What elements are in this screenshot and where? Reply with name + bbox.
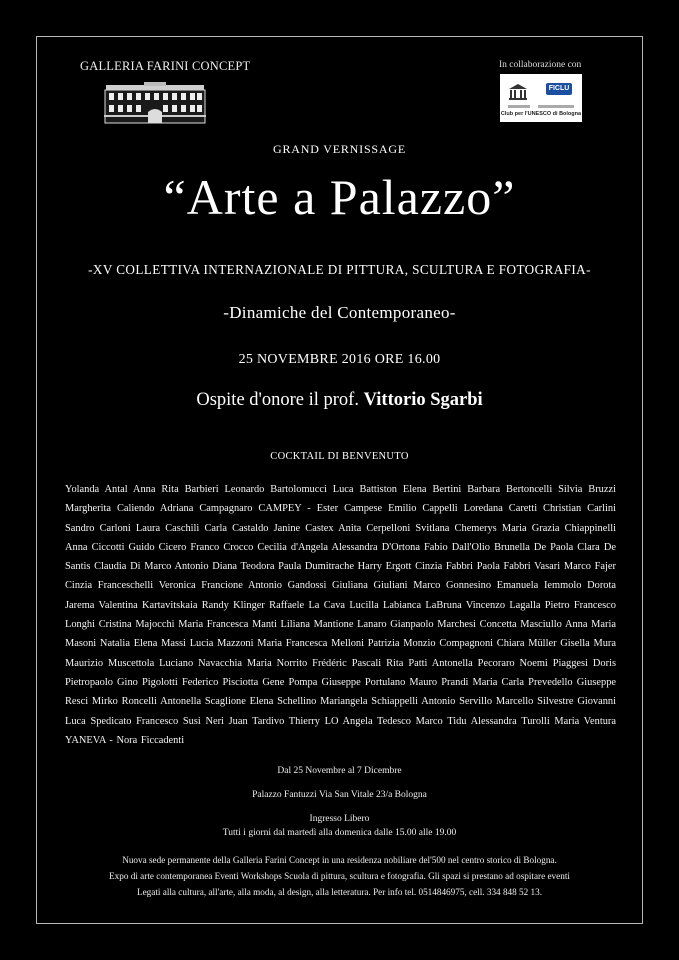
- artists-list: Yolanda Antal Anna Rita Barbieri Leonardo Bartolomucci Luca Battiston Elena Bertini Barbara Bertoncelli Silvia Bruzzi Margherita Caliendo Adriana Campagnaro CAMPEY - Ester Campese Emilio Cappelli Loredana Caretti Christian Carlini Sandro Carloni Laura Caschili Carla Castaldo Janine Castex Anita Cerpelloni Svitlana Chemerys Maria Grazia Chiappinelli Anna Ciccotti Guido Cicero Franco Crocco Cecilia d'Angela Alessandra D'Ortona Fabio Dall'Olio Brunella De Paola Clara De Santis Claudia Di Marco Antonio Diana Teodora Paula Dumitrache Harry Ergott Cinzia Fabbri Paola Fabbri Vasari Marco Fajer Cinzia Franceschelli Veronica Francione Antonio Gandossi Giuliana Giuliani Marco Gonnesino Emanuela Iemmolo Dorota Jarema Valentina Kartavitskaia Randy Klinger Raffaele La Cava Lucilla Labianca LaBruna Vincenzo Lagalla Pietro Francesco Longhi Cristina Majocchi Maria Francesca Manti Liliana Mantione Lanaro Gianpaolo Marchesi Concetta Masciullo Anna Maria Masoni Natalia Elena Massi Lucia Mazzoni Maria Francesca Melloni Patrizia Monzio Compagnoni Chiara Müller Gisella Mura Maurizio Muscettola Luciano Navacchia Maria Norrito Frédéric Pascali Rita Patti Antonella Pecoraro Noemi Piaggesi Doris Pietropaolo Gino Pigolotti Federico Pisciotta Gene Pompa Giuseppe Portulano Mauro Prandi Maria Carla Prevedello Giuseppe Resci Mirko Roncelli Antonella Scaglione Elena Schellino Mariangela Schiappelli Antonio Servillo Marcello Silvestre Giovanni Luca Spedicato Francesco Susi Neri Juan Tardivo Thierry LO Angela Tedesco Marco Tidu Alessandra Turolli Maria Ventura YANEVA - Nora Ficcadenti: [65, 484, 616, 746]
- logo-small-print: [508, 105, 530, 108]
- opening-hours: Tutti i giorni dal martedì alla domenica dalle 15.00 alle 19.00: [222, 828, 457, 838]
- palazzo-building-icon: [104, 82, 206, 124]
- guest-of-honor: [0, 390, 679, 411]
- unesco-temple-icon: [508, 83, 528, 101]
- club-unesco-label: Club per l'UNESCO di Bologna: [500, 111, 582, 117]
- guest-name: Vittorio Sgarbi: [363, 390, 483, 410]
- guest-prefix: Ospite d'onore il prof.: [196, 390, 359, 410]
- cocktail-label: COCKTAIL DI BENVENUTO: [270, 451, 409, 462]
- event-theme: -Dinamiche del Contemporaneo-: [223, 303, 456, 322]
- ficlu-badge: FICLU: [546, 83, 572, 95]
- logo-small-print: [538, 105, 574, 108]
- gallery-name: GALLERIA FARINI CONCEPT: [80, 59, 251, 73]
- event-datetime: 25 NOVEMBRE 2016 ORE 16.00: [238, 352, 441, 367]
- event-title: “Arte a Palazzo”: [163, 169, 516, 225]
- footer-line: Expo di arte contemporanea Eventi Workshops Scuola di pittura, scultura e fotografia. Gli spazi si prestano ad ospitare eventi: [109, 871, 570, 881]
- collaboration-label: In collaborazione con: [499, 60, 582, 70]
- footer-line: Nuova sede permanente della Galleria Farini Concept in una residenza nobiliare del'500 nel centro storico di Bologna.: [122, 855, 557, 865]
- footer-line: Legati alla cultura, all'arte, alla moda, al design, alla letteratura. Per info tel. 0514846975, cell. 334 848 52 13.: [136, 887, 542, 897]
- grand-vernissage-label: GRAND VERNISSAGE: [273, 142, 406, 156]
- exhibition-dates: Dal 25 Novembre al 7 Dicembre: [277, 766, 402, 776]
- venue-address: Palazzo Fantuzzi Via San Vitale 23/a Bologna: [252, 790, 427, 800]
- unesco-ficlu-logo: [500, 74, 582, 122]
- entry-info: Ingresso Libero: [309, 814, 370, 824]
- event-subtitle: -XV COLLETTIVA INTERNAZIONALE DI PITTURA, SCULTURA E FOTOGRAFIA-: [88, 262, 591, 277]
